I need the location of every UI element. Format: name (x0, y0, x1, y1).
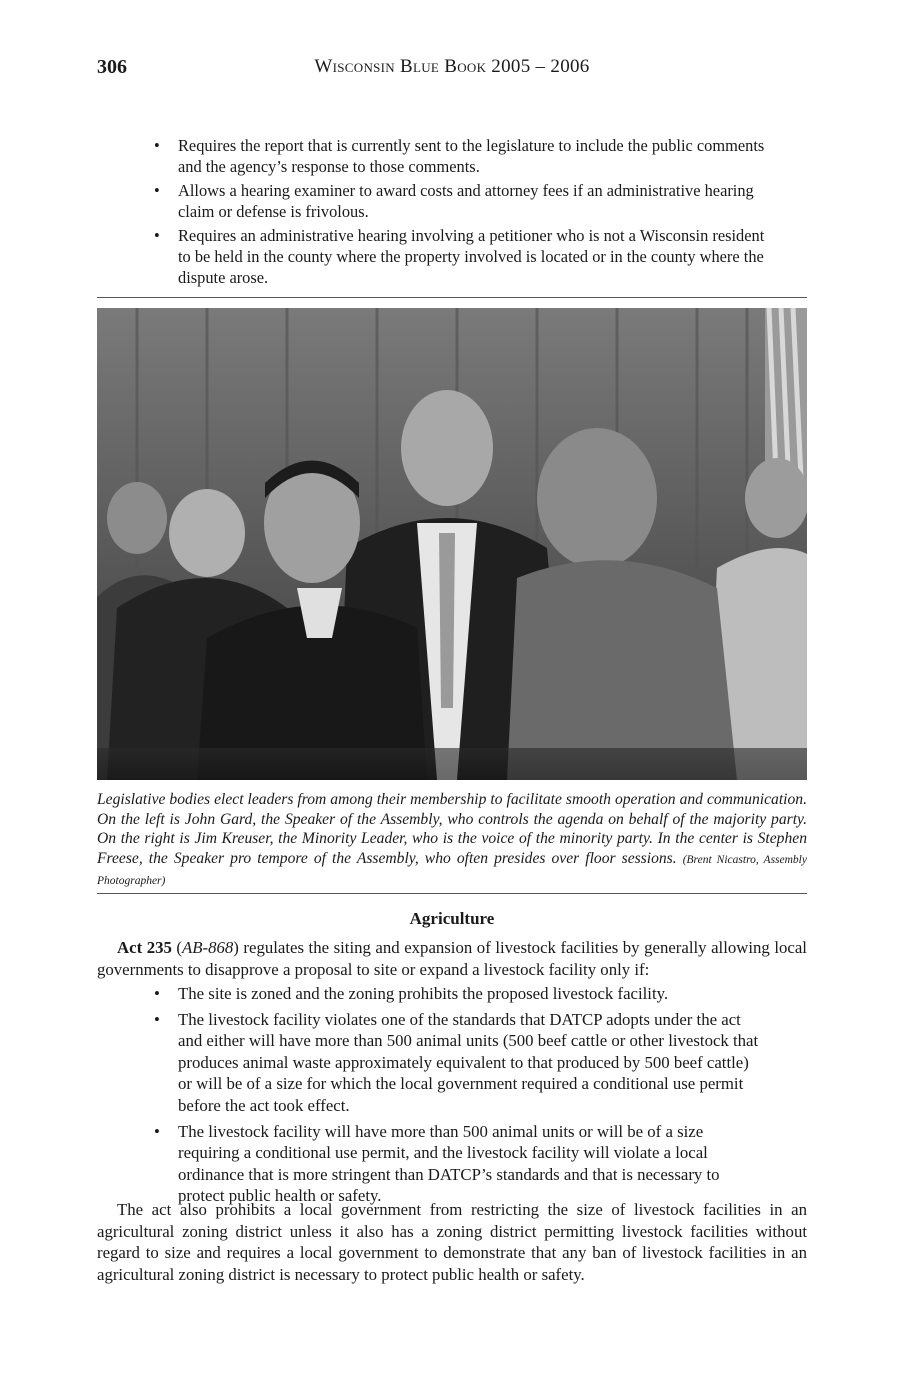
running-title (97, 56, 807, 78)
caption-text: Legislative bodies elect leaders from among their membership to facilitate smooth operation and communication. On the left is John Gard, the Speaker of the Assembly, who controls the agenda on behalf of the majority party. On the right is Jim Kreuser, the Minority Leader, who is the voice of the minority party. In the center is Stephen Freese, the Speaker pro tempore of the Assembly, who often presides over floor sessions. (97, 791, 807, 867)
section-heading: Agriculture (409, 909, 495, 928)
bullet-icon: • (154, 226, 160, 245)
act-number: Act 235 (117, 938, 172, 957)
closing-paragraph: The act also prohibits a local government from restricting the size of livestock facilities in an agricultural zoning district unless it also has a zoning district permitting livestock facilities without regard to size and requires a local government to demonstrate that any ban of livestock facilities in an agricultural zoning district is necessary to protect public health or safety. (97, 1200, 807, 1284)
list-item (154, 983, 766, 1005)
list-item-text: Allows a hearing examiner to award costs and attorney fees if an administrative hearing claim or defense is frivolous. (178, 181, 754, 221)
photo-illustration (97, 308, 807, 780)
list-item-text: The livestock facility violates one of the standards that DATCP adopts under the act and either will have more than 500 animal units (500 beef cattle or other livestock that produces animal waste approximately equivalent to that produced by 500 beef cattle) or will be of a size for which the local government required a conditional use permit before the act took effect. (178, 1009, 759, 1115)
act-intro-text: regulates the siting and expansion of livestock facilities by generally allowing local governments to disapprove a proposal to site or expand a livestock facility only if: (97, 938, 807, 979)
divider (97, 893, 807, 894)
act-intro-paragraph (97, 937, 807, 980)
running-title-text: Wisconsin Blue Book 2005 – 2006 (314, 56, 590, 77)
bill-number: AB-868 (182, 938, 234, 957)
bullet-icon: • (154, 1009, 160, 1029)
list-item (154, 225, 766, 288)
list-item-text: Requires the report that is currently sent to the legislature to include the public comments and the agency’s response to those comments. (178, 136, 765, 176)
floor-shadow (97, 748, 807, 780)
bill-open-paren: ( (176, 938, 183, 957)
list-item (154, 135, 766, 177)
photo-credit: (Brent Nicastro, Assembly Photographer) (97, 853, 807, 887)
legislators-photo (97, 308, 807, 780)
bullet-icon: • (154, 1121, 160, 1141)
list-item (154, 1121, 766, 1207)
bullet-icon: • (154, 136, 160, 155)
bullet-icon: • (154, 984, 160, 1003)
bullet-icon: • (154, 181, 160, 200)
page-header (97, 56, 807, 82)
agriculture-bullet-list (154, 983, 766, 1211)
photo-caption (97, 790, 807, 892)
divider (97, 297, 807, 298)
list-item-text: Requires an administrative hearing involving a petitioner who is not a Wisconsin resident to be held in the county where the property involved is located or in the county where the dispute arose. (178, 226, 765, 287)
page-number: 306 (97, 56, 127, 78)
list-item-text: The site is zoned and the zoning prohibits the proposed livestock facility. (178, 984, 669, 1003)
list-item (154, 180, 766, 222)
bill-close-paren: ) (233, 938, 239, 957)
list-item (154, 1009, 766, 1117)
top-bullet-list (154, 135, 766, 291)
list-item-text: The livestock facility will have more than 500 animal units or will be of a size requiring a conditional use permit, and the livestock facility will violate a local ordinance that is more stringent than DATCP’s standards and that is necessary to protect public health or safety. (178, 1121, 720, 1206)
